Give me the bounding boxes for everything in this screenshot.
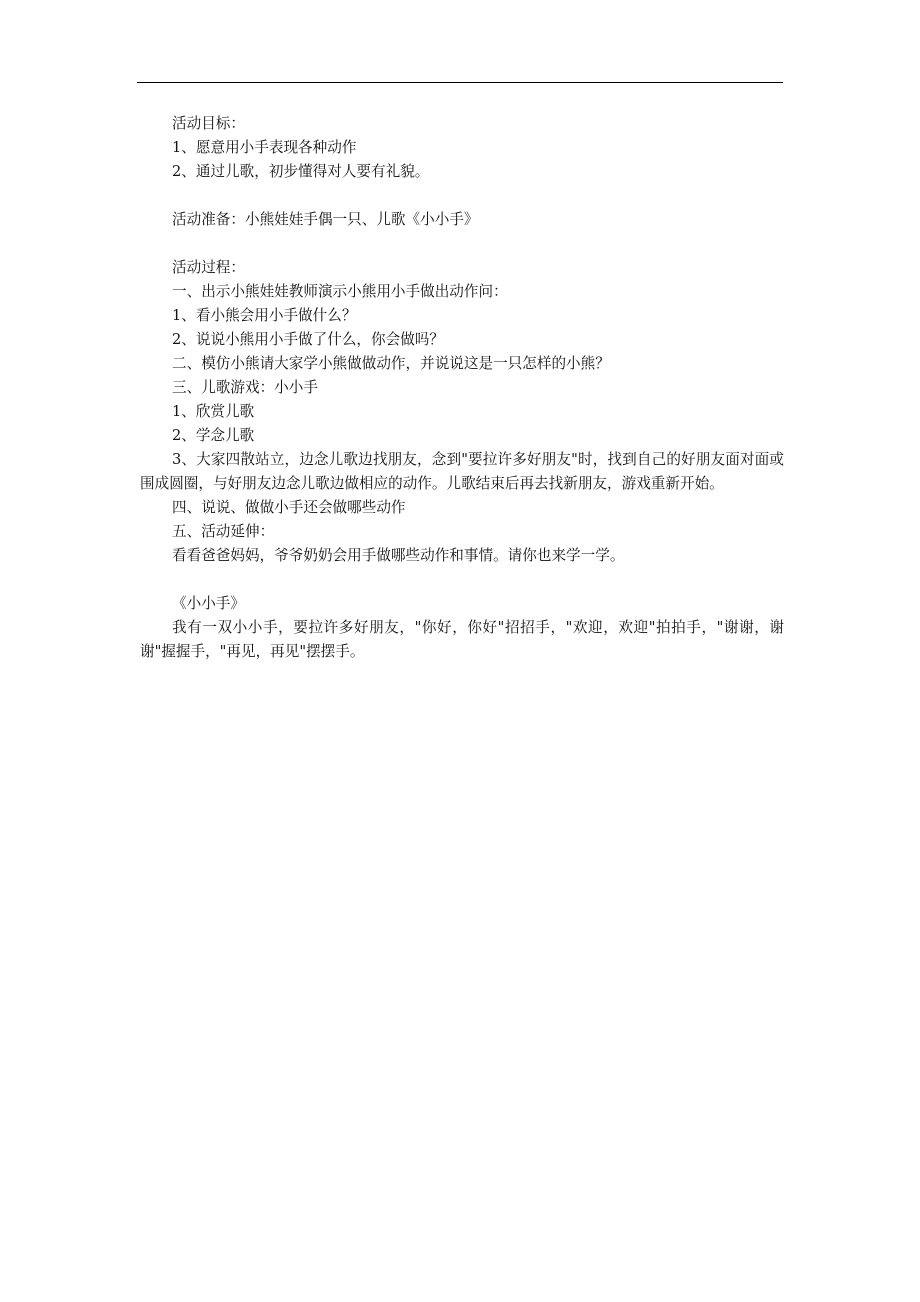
- process-step-3: 2、说说小熊用小手做了什么，你会做吗？: [172, 331, 444, 348]
- header-rule: [137, 82, 783, 83]
- process-step-8: 3、大家四散站立，边念儿歌边找朋友，念到"要拉许多好朋友"时，找到自己的好朋友面对面或围成圆圈，与好朋友边念儿歌边做相应的动作。儿歌结束后再去找新朋友，游戏重新开始。: [140, 451, 784, 492]
- process-step-5: 三、儿歌游戏：小小手: [172, 379, 318, 396]
- spacer: [140, 568, 784, 592]
- spacer: [140, 184, 784, 208]
- spacer: [140, 232, 784, 256]
- process-step-2: 1、看小熊会用小手做什么？: [172, 307, 357, 324]
- process-step-6: 1、欣赏儿歌: [172, 403, 255, 420]
- goal-item-1: 1、愿意用小手表现各种动作: [172, 139, 357, 156]
- poem-text: 我有一双小小手，要拉许多好朋友，"你好，你好"招招手，"欢迎，欢迎"拍拍手，"谢谢，谢谢"握握手，"再见，再见"摆摆手。: [140, 619, 784, 660]
- goals-heading: 活动目标：: [172, 115, 245, 132]
- preparation-line: 活动准备：小熊娃娃手偶一只、儿歌《小小手》: [172, 211, 479, 228]
- extension-text: 看看爸爸妈妈，爷爷奶奶会用手做哪些动作和事情。请你也来学一学。: [172, 547, 625, 564]
- process-step-1: 一、出示小熊娃娃教师演示小熊用小手做出动作问：: [172, 283, 508, 300]
- process-heading: 活动过程：: [172, 259, 245, 276]
- process-step-7: 2、学念儿歌: [172, 427, 255, 444]
- poem-title: 《小小手》: [172, 595, 245, 612]
- goal-item-2: 2、通过儿歌，初步懂得对人要有礼貌。: [172, 163, 430, 180]
- document-body: [140, 112, 784, 664]
- process-step-10: 五、活动延伸：: [172, 523, 275, 540]
- process-step-4: 二、模仿小熊请大家学小熊做做动作，并说说这是一只怎样的小熊？: [172, 355, 610, 372]
- process-step-9: 四、说说、做做小手还会做哪些动作: [172, 499, 406, 516]
